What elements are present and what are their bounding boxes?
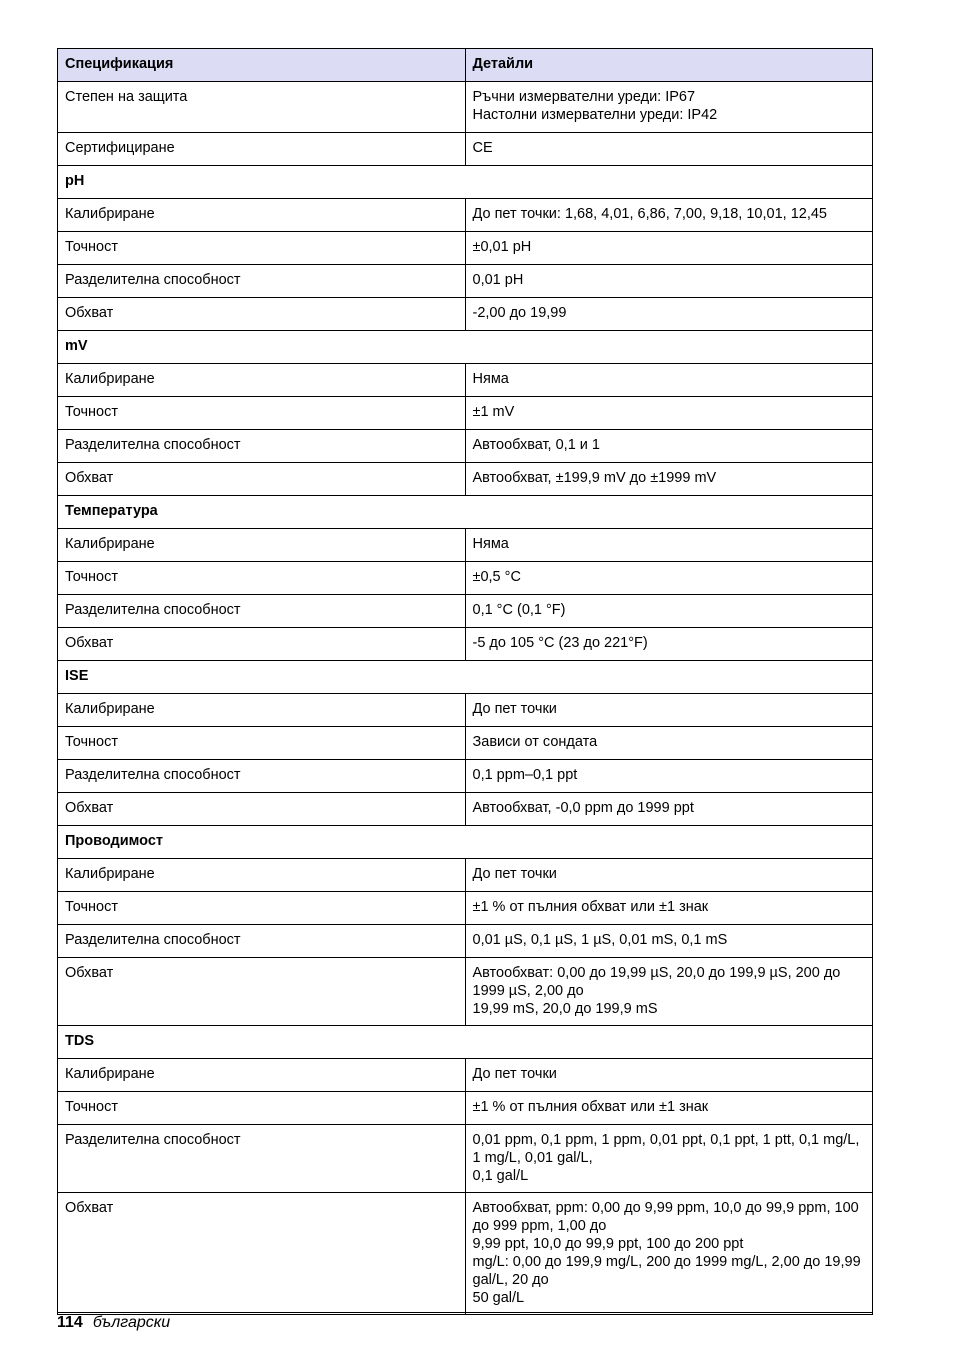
details-line: ±1 mV bbox=[472, 404, 515, 420]
details-line: Автообхват, ±199,9 mV до ±1999 mV bbox=[472, 470, 717, 486]
spec-details-cell bbox=[465, 265, 873, 298]
table-row bbox=[58, 793, 873, 826]
header-specification: Спецификация bbox=[58, 49, 466, 82]
details-line: ±1 % от пълния обхват или ±1 знак bbox=[472, 899, 709, 915]
details-line: Автообхват, -0,0 ppm до 1999 ppt bbox=[472, 800, 694, 816]
details-line: До пет точки bbox=[472, 866, 557, 882]
spec-details-cell bbox=[465, 694, 873, 727]
spec-details-cell bbox=[465, 463, 873, 496]
details-line: 9,99 ppt, 10,0 до 99,9 ppt, 100 до 200 ppt bbox=[472, 1236, 744, 1252]
details-line: До пет точки: 1,68, 4,01, 6,86, 7,00, 9,18, 10,01, 12,45 bbox=[472, 206, 827, 222]
spec-name-cell: Точност bbox=[58, 727, 466, 760]
table-body bbox=[58, 82, 873, 1315]
table-header bbox=[58, 49, 873, 82]
section-title: Проводимост bbox=[58, 826, 873, 859]
details-line: 0,01 ppm, 0,1 ppm, 1 ppm, 0,01 ppt, 0,1 ppt, 1 ptt, 0,1 mg/L, 1 mg/L, 0,01 gal/L, bbox=[472, 1132, 860, 1166]
section-title: TDS bbox=[58, 1026, 873, 1059]
table-row bbox=[58, 892, 873, 925]
spec-name-cell: Разделителна способност bbox=[58, 925, 466, 958]
table-row bbox=[58, 1125, 873, 1193]
spec-details-cell bbox=[465, 562, 873, 595]
details-line: -5 до 105 °C (23 до 221°F) bbox=[472, 635, 648, 651]
section-row bbox=[58, 496, 873, 529]
spec-details-cell bbox=[465, 397, 873, 430]
spec-name-cell: Точност bbox=[58, 892, 466, 925]
details-line: Зависи от сондата bbox=[472, 734, 598, 750]
spec-name-cell: Калибриране bbox=[58, 364, 466, 397]
section-row bbox=[58, 331, 873, 364]
spec-details-cell bbox=[465, 364, 873, 397]
table-row bbox=[58, 133, 873, 166]
details-line: 0,01 pH bbox=[472, 272, 524, 288]
details-line: 0,1 gal/L bbox=[472, 1168, 529, 1184]
spec-details-cell bbox=[465, 760, 873, 793]
table-row bbox=[58, 760, 873, 793]
spec-details-cell bbox=[465, 1125, 873, 1193]
section-title: pH bbox=[58, 166, 873, 199]
table-row bbox=[58, 1092, 873, 1125]
footer-divider bbox=[57, 1312, 873, 1313]
spec-name-cell: Обхват bbox=[58, 958, 466, 1026]
details-line: Няма bbox=[472, 536, 509, 552]
details-line: -2,00 до 19,99 bbox=[472, 305, 567, 321]
details-line: До пет точки bbox=[472, 1066, 557, 1082]
details-line: mg/L: 0,00 до 199,9 mg/L, 200 до 1999 mg/L, 2,00 до 19,99 gal/L, 20 до bbox=[472, 1254, 861, 1288]
section-title: mV bbox=[58, 331, 873, 364]
spec-name-cell: Разделителна способност bbox=[58, 1125, 466, 1193]
spec-name-cell: Разделителна способност bbox=[58, 265, 466, 298]
table-row bbox=[58, 1059, 873, 1092]
table-row bbox=[58, 859, 873, 892]
details-line: До пет точки bbox=[472, 701, 557, 717]
table-row bbox=[58, 529, 873, 562]
spec-name-cell: Точност bbox=[58, 397, 466, 430]
details-line: ±1 % от пълния обхват или ±1 знак bbox=[472, 1099, 709, 1115]
spec-name-cell: Обхват bbox=[58, 1193, 466, 1315]
details-line: Настолни измервателни уреди: IP42 bbox=[472, 107, 718, 123]
spec-name-cell: Степен на защита bbox=[58, 82, 466, 133]
table-row bbox=[58, 958, 873, 1026]
spec-details-cell bbox=[465, 133, 873, 166]
section-row bbox=[58, 1026, 873, 1059]
spec-name-cell: Точност bbox=[58, 232, 466, 265]
spec-details-cell bbox=[465, 628, 873, 661]
table-row bbox=[58, 265, 873, 298]
table-row bbox=[58, 199, 873, 232]
table-row bbox=[58, 82, 873, 133]
table-row bbox=[58, 628, 873, 661]
spec-details-cell bbox=[465, 199, 873, 232]
spec-details-cell bbox=[465, 1193, 873, 1315]
section-row bbox=[58, 826, 873, 859]
table-row bbox=[58, 364, 873, 397]
spec-details-cell bbox=[465, 793, 873, 826]
spec-details-cell bbox=[465, 430, 873, 463]
details-line: Автообхват, ppm: 0,00 до 9,99 ppm, 10,0 до 99,9 ppm, 100 до 999 ppm, 1,00 до bbox=[472, 1200, 859, 1234]
table-row bbox=[58, 397, 873, 430]
spec-name-cell: Калибриране bbox=[58, 199, 466, 232]
table-row bbox=[58, 595, 873, 628]
spec-details-cell bbox=[465, 529, 873, 562]
section-title: ISE bbox=[58, 661, 873, 694]
details-line: 19,99 mS, 20,0 до 199,9 mS bbox=[472, 1001, 658, 1017]
spec-name-cell: Разделителна способност bbox=[58, 760, 466, 793]
details-line: Автообхват: 0,00 до 19,99 µS, 20,0 до 199,9 µS, 200 до 1999 µS, 2,00 до bbox=[472, 965, 841, 999]
table-row bbox=[58, 298, 873, 331]
spec-name-cell: Сертифициране bbox=[58, 133, 466, 166]
details-line: 0,01 µS, 0,1 µS, 1 µS, 0,01 mS, 0,1 mS bbox=[472, 932, 728, 948]
footer-language: български bbox=[92, 1314, 171, 1331]
table-row bbox=[58, 1193, 873, 1315]
table-row bbox=[58, 727, 873, 760]
table-row bbox=[58, 232, 873, 265]
spec-details-cell bbox=[465, 595, 873, 628]
details-line: 0,1 °C (0,1 °F) bbox=[472, 602, 566, 618]
specifications-table bbox=[57, 48, 873, 1315]
details-line: CE bbox=[472, 140, 493, 156]
spec-name-cell: Калибриране bbox=[58, 694, 466, 727]
page-footer bbox=[57, 1313, 170, 1333]
details-line: Ръчни измервателни уреди: IP67 bbox=[472, 89, 696, 105]
table-row bbox=[58, 430, 873, 463]
details-line: 0,1 ppm–0,1 ppt bbox=[472, 767, 578, 783]
spec-name-cell: Точност bbox=[58, 562, 466, 595]
spec-name-cell: Разделителна способност bbox=[58, 595, 466, 628]
header-row bbox=[58, 49, 873, 82]
table-row bbox=[58, 925, 873, 958]
spec-details-cell bbox=[465, 892, 873, 925]
details-line: ±0,01 pH bbox=[472, 239, 532, 255]
table-row bbox=[58, 463, 873, 496]
header-details: Детайли bbox=[465, 49, 873, 82]
spec-details-cell bbox=[465, 232, 873, 265]
spec-details-cell bbox=[465, 925, 873, 958]
spec-name-cell: Обхват bbox=[58, 793, 466, 826]
spec-name-cell: Калибриране bbox=[58, 1059, 466, 1092]
section-title: Температура bbox=[58, 496, 873, 529]
section-row bbox=[58, 661, 873, 694]
spec-details-cell bbox=[465, 727, 873, 760]
spec-name-cell: Точност bbox=[58, 1092, 466, 1125]
spec-details-cell bbox=[465, 958, 873, 1026]
details-line: Няма bbox=[472, 371, 509, 387]
spec-name-cell: Обхват bbox=[58, 628, 466, 661]
spec-name-cell: Калибриране bbox=[58, 859, 466, 892]
spec-name-cell: Обхват bbox=[58, 463, 466, 496]
spec-details-cell bbox=[465, 82, 873, 133]
details-line: Автообхват, 0,1 и 1 bbox=[472, 437, 600, 453]
table-row bbox=[58, 562, 873, 595]
details-line: 50 gal/L bbox=[472, 1290, 525, 1306]
spec-name-cell: Обхват bbox=[58, 298, 466, 331]
page-number: 114 bbox=[57, 1314, 83, 1331]
section-row bbox=[58, 166, 873, 199]
spec-details-cell bbox=[465, 859, 873, 892]
spec-details-cell bbox=[465, 1092, 873, 1125]
spec-details-cell bbox=[465, 1059, 873, 1092]
table-row bbox=[58, 694, 873, 727]
details-line: ±0,5 °C bbox=[472, 569, 521, 585]
spec-name-cell: Калибриране bbox=[58, 529, 466, 562]
spec-details-cell bbox=[465, 298, 873, 331]
spec-name-cell: Разделителна способност bbox=[58, 430, 466, 463]
